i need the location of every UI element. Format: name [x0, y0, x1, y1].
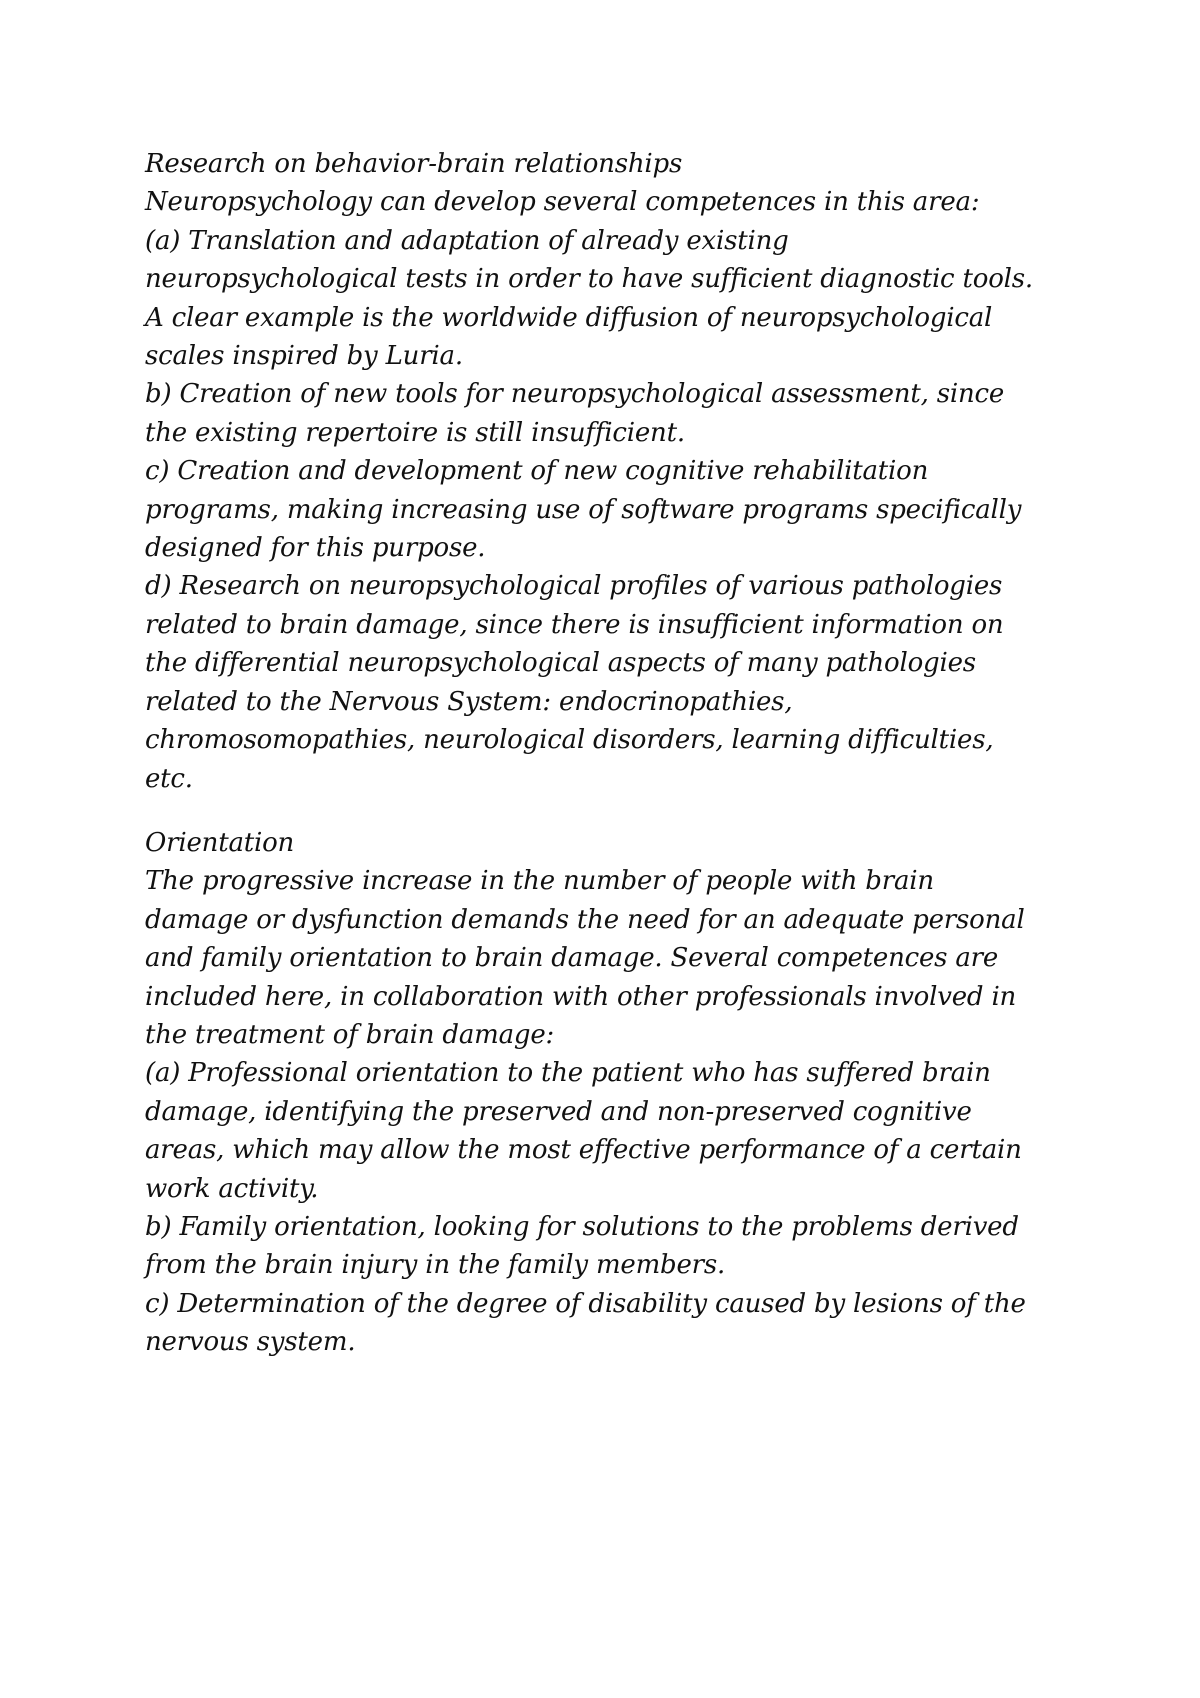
text-line: related to brain damage, since there is insufficient information on — [145, 609, 1004, 640]
text-line: (a) Translation and adaptation of already existing — [145, 225, 789, 256]
text-line: work activity. — [145, 1173, 319, 1204]
section-orientation — [145, 824, 1085, 1362]
text-line: Neuropsychology can develop several competences in this area: — [145, 187, 980, 218]
text-line: nervous system. — [145, 1327, 356, 1358]
text-line: scales inspired by Luria. — [145, 341, 463, 372]
text-line: (a) Professional orientation to the patient who has suffered brain — [145, 1058, 991, 1089]
text-line: d) Research on neuropsychological profiles of various pathologies — [145, 571, 1003, 602]
section-heading-research: Research on behavior-brain relationships — [145, 149, 683, 179]
paragraph-gap — [145, 798, 1085, 824]
text-line: c) Determination of the degree of disability caused by lesions of the — [145, 1288, 1026, 1319]
text-line: The progressive increase in the number of people with brain — [145, 866, 934, 897]
text-line: related to the Nervous System: endocrinopathies, — [145, 686, 793, 717]
section-research — [145, 145, 1085, 798]
text-line: designed for this purpose. — [145, 533, 486, 564]
document-body — [145, 145, 1085, 1362]
text-line: programs, making increasing use of software programs specifically — [145, 494, 1022, 525]
text-line: areas, which may allow the most effective performance of a certain — [145, 1135, 1022, 1166]
text-line: c) Creation and development of new cognitive rehabilitation — [145, 456, 929, 487]
text-line: etc. — [145, 763, 193, 794]
text-line: the treatment of brain damage: — [145, 1019, 555, 1050]
text-line: b) Creation of new tools for neuropsychological assessment, since — [145, 379, 1005, 410]
text-line: neuropsychological tests in order to have sufficient diagnostic tools. — [145, 264, 1033, 295]
text-line: the differential neuropsychological aspects of many pathologies — [145, 648, 976, 679]
text-line: and family orientation to brain damage. Several competences are — [145, 943, 999, 974]
text-line: the existing repertoire is still insufficient. — [145, 417, 685, 448]
section-heading-orientation: Orientation — [145, 827, 295, 858]
text-line: included here, in collaboration with other professionals involved in — [145, 981, 1017, 1012]
text-line: from the brain injury in the family members. — [145, 1250, 726, 1281]
text-line: b) Family orientation, looking for solutions to the problems derived — [145, 1211, 1019, 1242]
text-line: chromosomopathies, neurological disorders, learning difficulties, — [145, 725, 994, 756]
text-line: A clear example is the worldwide diffusion of neuropsychological — [145, 302, 993, 333]
text-line: damage or dysfunction demands the need for an adequate personal — [145, 904, 1025, 935]
text-line: damage, identifying the preserved and non-preserved cognitive — [145, 1096, 972, 1127]
